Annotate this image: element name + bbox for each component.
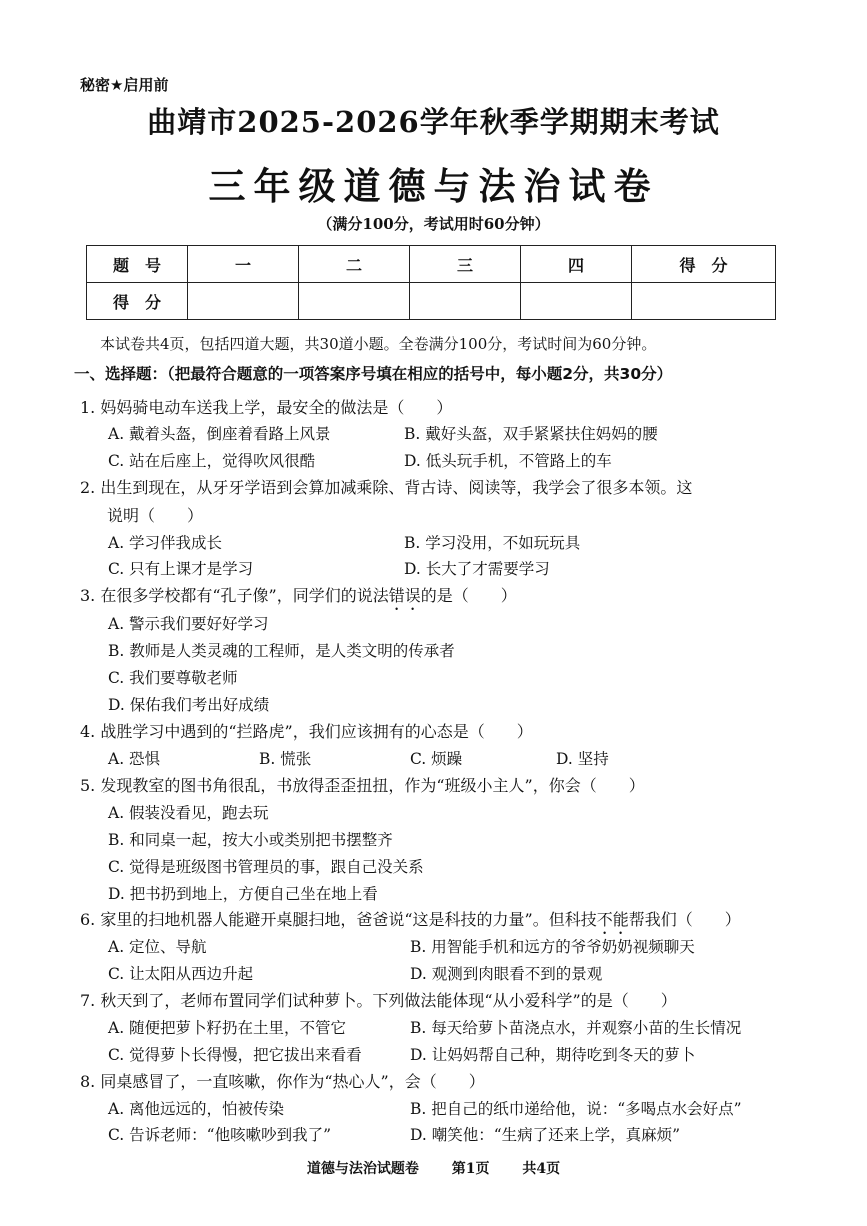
stem-text: 3. 在很多学校都有“孔子像”，同学们的说法	[80, 586, 389, 605]
question-stem: 8. 同桌感冒了，一直咳嗽，你作为“热心人”，会（ ）	[80, 1072, 485, 1091]
stem-text: 6. 家里的扫地机器人能避开桌腿扫地，爸爸说“这是科技的力量”。但科技	[80, 910, 597, 929]
option-a: A. 戴着头盔，倒座着看路上风景	[108, 425, 331, 443]
option-d: D. 坚持	[556, 750, 609, 768]
confidential-label: 秘密★启用前	[80, 76, 169, 94]
score-table-score-row	[87, 283, 776, 320]
question-stem: 7. 秋天到了，老师布置同学们试种萝卜。下列做法能体现“从小爱科学”的是（ ）	[80, 991, 677, 1010]
question-stem: 5. 发现教室的图书角很乱，书放得歪歪扭扭，作为“班级小主人”，你会（ ）	[80, 776, 645, 795]
option-a: A. 假装没看见，跑去玩	[108, 804, 269, 822]
score-header-cell: 四	[521, 246, 632, 283]
score-table	[86, 245, 776, 320]
score-cell	[521, 283, 632, 320]
question-stem: 4. 战胜学习中遇到的“拦路虎”，我们应该拥有的心态是（ ）	[80, 722, 533, 741]
option-b: B. 每天给萝卜苗浇点水，并观察小苗的生长情况	[410, 1019, 742, 1037]
score-row-label: 得 分	[87, 283, 188, 320]
score-header-cell: 得 分	[632, 246, 776, 283]
score-header-cell: 一	[188, 246, 299, 283]
footer-paper-name: 道德与法治试题卷	[306, 1161, 419, 1177]
exam-title: 曲靖市2025-2026学年秋季学期期末考试	[147, 105, 720, 139]
option-a: A. 恐惧	[108, 750, 161, 768]
emphasized-word: 不能	[596, 910, 629, 929]
option-b: B. 戴好头盔，双手紧紧扶住妈妈的腰	[404, 425, 658, 443]
option-b: B. 学习没用，不如玩玩具	[404, 534, 581, 552]
option-a: A. 离他远远的，怕被传染	[108, 1100, 285, 1118]
option-b: B. 把自己的纸巾递给他，说：“多喝点水会好点”	[410, 1100, 742, 1118]
option-b: B. 和同桌一起，按大小或类别把书摆整齐	[108, 831, 393, 849]
option-c: C. 站在后座上，觉得吹风很酷	[108, 452, 316, 470]
option-c: C. 觉得萝卜长得慢，把它拔出来看看	[108, 1046, 362, 1064]
score-cell	[410, 283, 521, 320]
option-c: C. 让太阳从西边升起	[108, 965, 254, 983]
footer-page-number: 第1页	[451, 1161, 490, 1177]
score-cell	[632, 283, 776, 320]
option-c: C. 烦躁	[410, 750, 463, 768]
question-stem: 2. 出生到现在，从牙牙学语到会算加减乘除、背古诗、阅读等，我学会了很多本领。这	[80, 478, 693, 497]
option-d: D. 让妈妈帮自己种，期待吃到冬天的萝卜	[410, 1046, 696, 1064]
paper-title: 三年级道德与法治试卷	[208, 165, 659, 208]
exam-info: （满分100分，考试用时60分钟）	[317, 215, 550, 233]
option-a: A. 定位、导航	[108, 938, 207, 956]
option-d: D. 低头玩手机，不管路上的车	[404, 452, 612, 470]
score-cell	[299, 283, 410, 320]
option-c: C. 我们要尊敬老师	[108, 669, 238, 687]
emphasized-word: 错误	[388, 586, 421, 605]
question-stem-continued: 说明（ ）	[107, 506, 204, 525]
question-stem: 1. 妈妈骑电动车送我上学，最安全的做法是（ ）	[80, 398, 453, 417]
option-c: C. 觉得是班级图书管理员的事，跟自己没关系	[108, 858, 424, 876]
stem-text: 帮我们（ ）	[628, 910, 741, 929]
score-header-cell: 题 号	[87, 246, 188, 283]
score-header-cell: 二	[299, 246, 410, 283]
option-b: B. 慌张	[259, 750, 312, 768]
option-a: A. 随便把萝卜籽扔在土里，不管它	[108, 1019, 347, 1037]
option-a: A. 警示我们要好好学习	[108, 615, 269, 633]
score-cell	[188, 283, 299, 320]
stem-text: 的是（ ）	[420, 586, 517, 605]
option-b: B. 教师是人类灵魂的工程师，是人类文明的传承者	[108, 642, 455, 660]
score-table-header-row	[87, 246, 776, 283]
footer-total-pages: 共4页	[522, 1161, 561, 1177]
option-c: C. 告诉老师：“他咳嗽吵到我了”	[108, 1126, 332, 1144]
option-d: D. 长大了才需要学习	[404, 560, 550, 578]
option-d: D. 把书扔到地上，方便自己坐在地上看	[108, 885, 378, 903]
option-d: D. 观测到肉眼看不到的景观	[410, 965, 603, 983]
section-heading: 一、选择题：（把最符合题意的一项答案序号填在相应的括号中，每小题2分，共30分）	[74, 365, 673, 383]
option-d: D. 保佑我们考出好成绩	[108, 696, 270, 714]
score-header-cell: 三	[410, 246, 521, 283]
paper-intro: 本试卷共4页，包括四道大题，共30道小题。全卷满分100分，考试时间为60分钟。	[100, 335, 657, 353]
option-a: A. 学习伴我成长	[108, 534, 223, 552]
question-stem	[80, 908, 741, 938]
option-d: D. 嘲笑他：“生病了还来上学，真麻烦”	[410, 1126, 681, 1144]
question-stem	[80, 584, 517, 614]
option-c: C. 只有上课才是学习	[108, 560, 254, 578]
page-footer	[0, 1158, 867, 1178]
option-b: B. 用智能手机和远方的爷爷奶奶视频聊天	[410, 938, 695, 956]
